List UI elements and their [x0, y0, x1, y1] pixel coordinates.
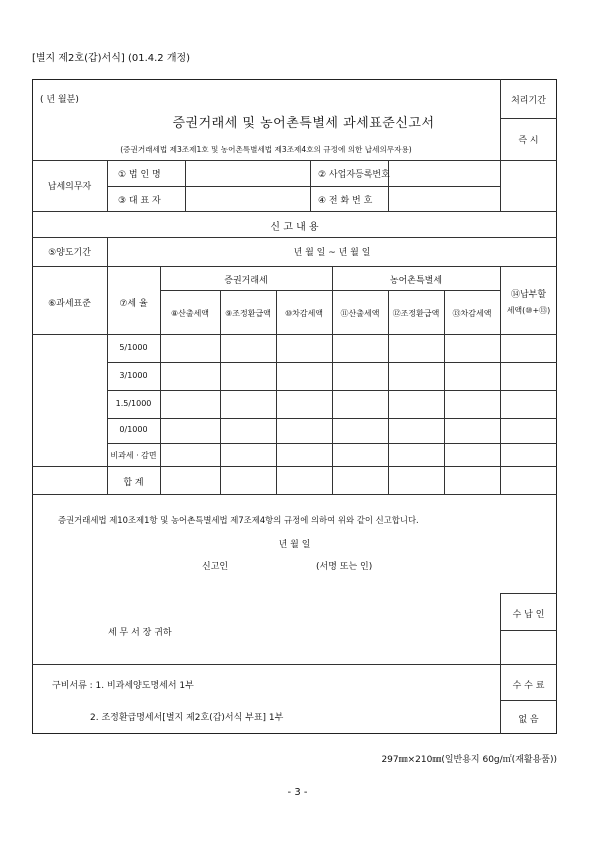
- paper-size-note: 297㎜×210㎜(일반용지 60g/㎡(재활용품)): [381, 755, 557, 765]
- attachment-item-2: 2. 조정환급명세서[별지 제2호(갑)서식 부표] 1부: [90, 713, 284, 723]
- biz-number-label: ② 사업자등록번호: [318, 170, 390, 180]
- rule: [500, 118, 557, 119]
- rule: [500, 160, 557, 161]
- phone-field[interactable]: [392, 190, 498, 208]
- form-title: 증권거래세 및 농어촌특별세 과세표준신고서: [172, 116, 435, 131]
- corp-name-label: ① 법 인 명: [118, 170, 161, 180]
- page-number: - 3 -: [287, 787, 308, 798]
- rule: [332, 266, 333, 494]
- fee-label: 수 수 료: [512, 681, 545, 691]
- rule: [32, 211, 557, 212]
- agr-refund-header: ⑫조정환급액: [392, 309, 440, 318]
- rule: [160, 290, 500, 291]
- rate-row-label: 5/1000: [119, 343, 148, 352]
- rule: [500, 700, 557, 701]
- rule: [32, 266, 557, 267]
- period-of-month: ( 년 월분): [40, 95, 79, 105]
- taxpayer-label: 납세의무자: [47, 182, 92, 192]
- rule: [32, 494, 557, 495]
- rule: [276, 290, 277, 494]
- rate-row-label: 비과세 · 감면: [110, 451, 157, 460]
- total-row-label: 합 계: [123, 478, 144, 488]
- signature-field[interactable]: (서명 또는 인): [316, 562, 373, 572]
- representative-label: ③ 대 표 자: [118, 196, 161, 206]
- rule: [107, 160, 108, 211]
- sec-refund-header: ⑨조정환급액: [225, 309, 271, 318]
- phone-label: ④ 전 화 번 호: [318, 196, 373, 206]
- rule: [32, 160, 500, 161]
- rate-row-label: 3/1000: [119, 371, 148, 380]
- tax-base-label: ⑥과세표준: [48, 299, 91, 309]
- securities-tax-header: 증권거래세: [224, 276, 268, 286]
- agr-net-tax-header: ⑬차감세액: [452, 309, 492, 318]
- sec-computed-tax-header: ⑧산출세액: [170, 309, 210, 318]
- rule: [388, 290, 389, 494]
- tax-rate-label: ⑦세 율: [119, 299, 148, 309]
- form-subtitle: (증권거래세법 제3조제1호 및 농어촌특별세법 제3조제4호의 규정에 의한 납세의무자용): [120, 145, 412, 154]
- form-label: [별지 제2호(갑)서식] (01.4.2 개정): [32, 53, 191, 64]
- representative-field[interactable]: [190, 190, 308, 208]
- transfer-period-value[interactable]: 년 월 일 ~ 년 월 일: [293, 248, 371, 258]
- report-section-title: 신 고 내 용: [270, 222, 319, 233]
- declaration-date[interactable]: 년 월 일: [278, 540, 311, 550]
- rule: [444, 290, 445, 494]
- rule: [160, 266, 161, 494]
- rate-row-label: 1.5/1000: [115, 399, 152, 408]
- processing-period-value: 즉 시: [518, 136, 539, 146]
- rule: [107, 186, 500, 187]
- rule: [500, 593, 557, 594]
- rule: [185, 160, 186, 211]
- rule: [500, 266, 501, 494]
- rule: [310, 160, 311, 211]
- rule: [32, 466, 557, 467]
- rule: [220, 290, 221, 494]
- rule: [500, 630, 557, 631]
- declaration-statement: 증권거래세법 제10조제1항 및 농어촌특별세법 제7조제4항의 규정에 의하여 위와 같이 신고합니다.: [58, 515, 419, 525]
- rule: [32, 334, 557, 335]
- rural-tax-header: 농어촌특별세: [389, 276, 443, 286]
- tax-office-addressee: 세 무 서 장 귀하: [108, 628, 172, 638]
- processing-period-label: 처리기간: [511, 96, 546, 106]
- receiver-stamp-label: 수 납 인: [512, 610, 545, 620]
- biz-number-field[interactable]: [392, 165, 498, 183]
- rule: [32, 664, 557, 665]
- corp-name-field[interactable]: [190, 165, 308, 183]
- transfer-period-label: ⑤양도기간: [48, 248, 91, 258]
- rule: [32, 237, 557, 238]
- total-due-header: ⑭납부할: [510, 290, 547, 300]
- agr-computed-tax-header: ⑪산출세액: [340, 309, 380, 318]
- reporter-label: 신고인: [202, 562, 229, 572]
- attachment-item-1: 구비서류 : 1. 비과세양도명세서 1부: [52, 681, 194, 691]
- rate-row-label: 0/1000: [119, 425, 148, 434]
- total-due-formula: 세액(⑩+⑬): [506, 306, 551, 315]
- fee-value: 없 음: [518, 715, 539, 725]
- sec-net-tax-header: ⑩차감세액: [284, 309, 324, 318]
